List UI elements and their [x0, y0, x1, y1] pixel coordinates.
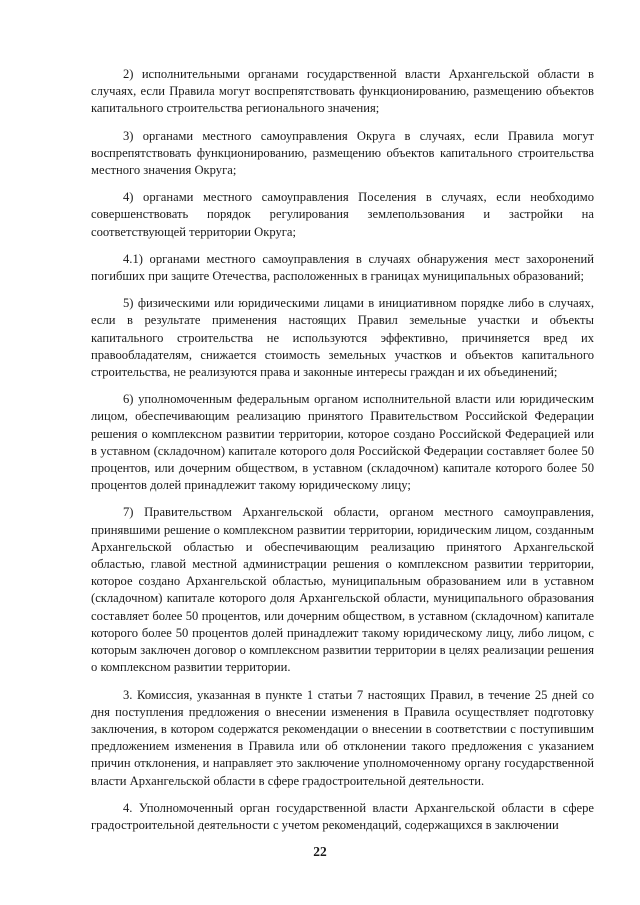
paragraph-point-4: 4. Уполномоченный орган государственной власти Архангельской области в сфере градостроительной деятельности с учетом рекомендаций, содержащихся в заключении — [91, 800, 594, 832]
paragraph-point-3: 3. Комиссия, указанная в пункте 1 статьи 7 настоящих Правил, в течение 25 дней со дня поступления предложения о внесении изменения в Правила осуществляет подготовку заключения, в котором содержатся рекомендации о внесении в соответствии с поступившим предложением изменения в Правила или об отклонении такого предложения с указанием причин отклонения, и направляет это заключение уполномоченному органу государственной власти Архангельской области в сфере градостроительной деятельности. — [91, 687, 594, 788]
paragraph-item-6: 6) уполномоченным федеральным органом исполнительной власти или юридическим лицом, обеспечивающим реализацию принятого Правительством Российской Федерации решения о комплексном развитии территории, которое создано Российской Федерацией или в уставном (складочном) капитале которого доля Российской Федерации составляет более 50 процентов, или дочерним обществом, в уставном (складочном) капитале которого более 50 процентов долей принадлежит такому юридическому лицу; — [91, 392, 594, 493]
paragraph-item-4: 4) органами местного самоуправления Поселения в случаях, если необходимо совершенствовать порядок регулирования землепользования и застройки на соответствующей территории Округа; — [91, 190, 594, 239]
paragraph-item-7: 7) Правительством Архангельской области, органом местного самоуправления, принявшими решение о комплексном развитии территории, юридическим лицом, созданным Архангельской областью и обеспечивающим реализацию принятого Архангельской областью, главой местной администрации решения о комплексном развитии территории, которое создано Архангельской областью, муниципальным образованием или в уставном (складочном) капитале которого доля Архангельской области, муниципального образования составляет более 50 процентов, или дочерним обществом, в уставном (складочном) капитале которого более 50 процентов долей принадлежит такому юридическому лицу, либо лицом, с которым заключен договор о комплексном развитии территории в целях реализации решения о комплексном развитии территории. — [91, 505, 594, 675]
paragraph-item-5: 5) физическими или юридическими лицами в инициативном порядке либо в случаях, если в результате применения настоящих Правил земельные участки и объекты капитального строительства не используются эффективно, причиняется вред их правообладателям, снижается стоимость земельных участков и объектов капитального строительства, не реализуются права и законные интересы граждан и их объединений; — [91, 296, 594, 380]
paragraph-item-3: 3) органами местного самоуправления Округа в случаях, если Правила могут воспрепятствовать функционированию, размещению объектов капитального строительства местного значения Округа; — [91, 128, 594, 178]
paragraph-item-2: 2) исполнительными органами государственной власти Архангельской области в случаях, если Правила могут воспрепятствовать функционированию, размещению объектов капитального строительства регионального значения; — [91, 67, 594, 116]
page-number: 22 — [313, 844, 327, 859]
paragraph-item-4-1: 4.1) органами местного самоуправления в случаях обнаружения мест захоронений погибших при защите Отечества, расположенных в границах муниципальных образований; — [91, 251, 594, 284]
